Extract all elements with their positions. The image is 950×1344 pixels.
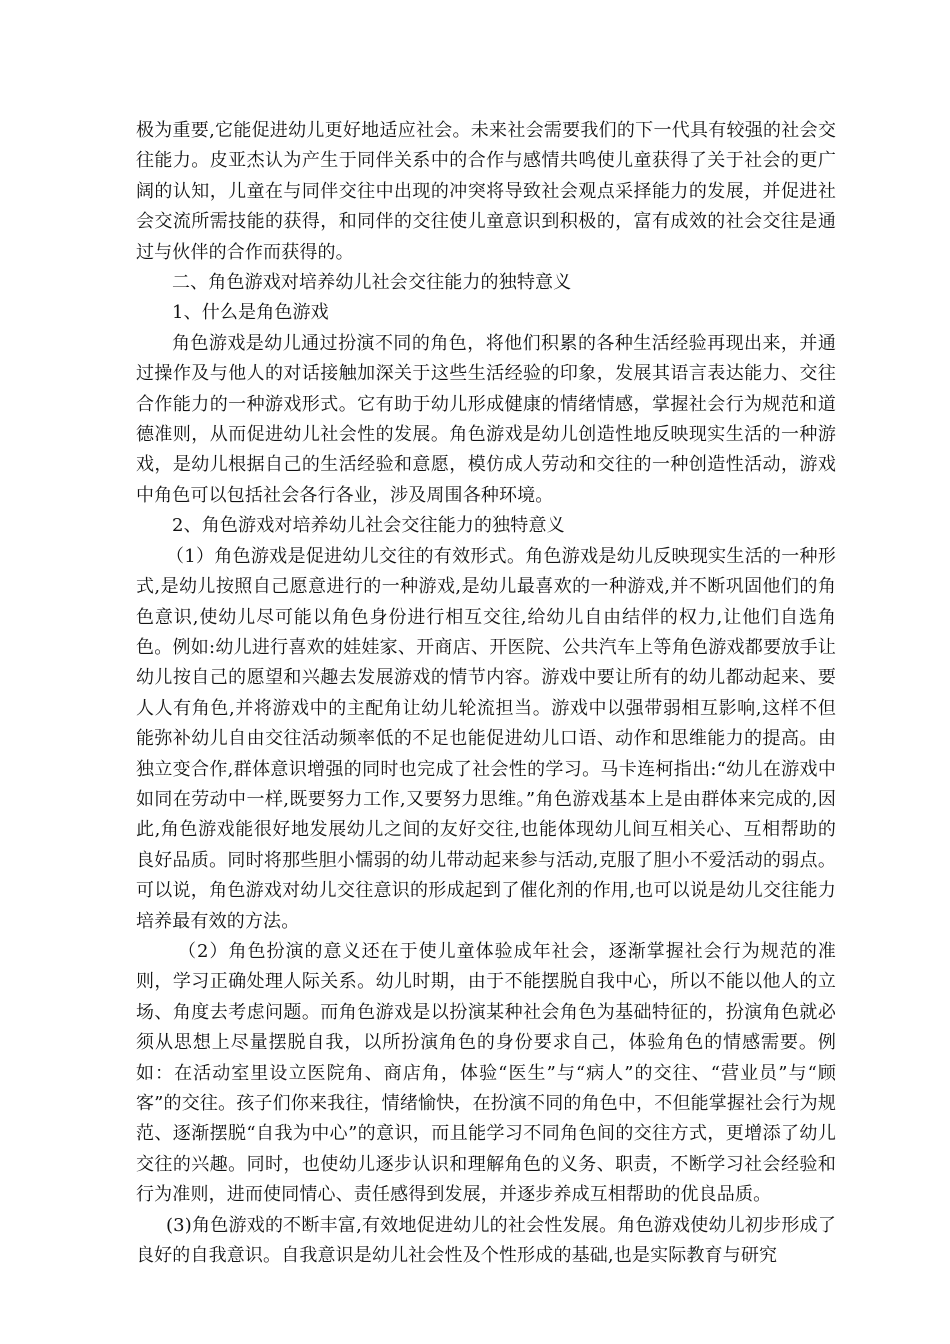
paragraph-intro: 极为重要,它能促进幼儿更好地适应社会。未来社会需要我们的下一代具有较强的社会交往能力。皮亚杰认为产生于同伴关系中的合作与感情共鸣使儿童获得了关于社会的更广阔的认知，儿童在与同伴交往中出现的冲突将导致社会观点采择能力的发展，并促进社会交流所需技能的获得，和同伴的交往使儿童意识到积极的，富有成效的社会交往是通过与伙伴的合作而获得的。 <box>136 120 836 263</box>
paragraph-role-play-definition: 角色游戏是幼儿通过扮演不同的角色，将他们积累的各种生活经验再现出来，并通过操作及与他人的对话接触加深关于这些生活经验的印象，发展其语言表达能力、交往合作能力的一种游戏形式。它有助于幼儿形成健康的情绪情感，掌握社会行为规范和道德准则，从而促进幼儿社会性的发展。角色游戏是幼儿创造性地反映现实生活的一种游戏，是幼儿根据自己的生活经验和意愿，模仿成人劳动和交往的一种创造性活动，游戏中角色可以包括社会各行各业，涉及周围各种环境。 <box>136 332 836 506</box>
document-body <box>136 116 836 1271</box>
subsection-heading-1: 1、什么是角色游戏 <box>172 302 329 324</box>
paragraph-point-3: (3)角色游戏的不断丰富,有效地促进幼儿的社会性发展。角色游戏使幼儿初步形成了良好的自我意识。自我意识是幼儿社会性及个性形成的基础,也是实际教育与研究 <box>136 1214 836 1267</box>
subsection-heading-2: 2、角色游戏对培养幼儿社会交往能力的独特意义 <box>172 515 565 537</box>
paragraph-point-1: （1）角色游戏是促进幼儿交往的有效形式。角色游戏是幼儿反映现实生活的一种形式,是幼儿按照自己愿意进行的一种游戏,是幼儿最喜欢的一种游戏,并不断巩固他们的角色意识,使幼儿尽可能以角色身份进行相互交往,给幼儿自由结伴的权力,让他们自选角色。例如:幼儿进行喜欢的娃娃家、开商店、开医院、公共汽车上等角色游戏都要放手让幼儿按自己的愿望和兴趣去发展游戏的情节内容。游戏中要让所有的幼儿都动起来、要人人有角色,并将游戏中的主配角让幼儿轮流担当。游戏中以强带弱相互影响,这样不但能弥补幼儿自由交往活动频率低的不足也能促进幼儿口语、动作和思维能力的提高。由独立变合作,群体意识增强的同时也完成了社会性的学习。马卡连柯指出:“幼儿在游戏中如同在劳动中一样,既要努力工作,又要努力思维。”角色游戏基本上是由群体来完成的,因此,角色游戏能很好地发展幼儿之间的友好交往,也能体现幼儿间互相关心、互相帮助的良好品质。同时将那些胆小懦弱的幼儿带动起来参与活动,克服了胆小不爱活动的弱点。可以说，角色游戏对幼儿交往意识的形成起到了催化剂的作用,也可以说是幼儿交往能力培养最有效的方法。 <box>136 545 836 932</box>
section-heading: 二、角色游戏对培养幼儿社会交往能力的独特意义 <box>172 272 572 294</box>
paragraph-point-2: （2）角色扮演的意义还在于使儿童体验成年社会，逐渐掌握社会行为规范的准则，学习正确处理人际关系。幼儿时期，由于不能摆脱自我中心，所以不能以他人的立场、角度去考虑问题。而角色游戏是以扮演某种社会角色为基础特征的，扮演角色就必须从思想上尽量摆脱自我，以所扮演角色的身份要求自己，体验角色的情感需要。例如：在活动室里设立医院角、商店角，体验“医生”与“病人”的交往、“营业员”与“顾客”的交往。孩子们你来我往，情绪愉快，在扮演不同的角色中，不但能掌握社会行为规范、逐渐摆脱“自我为中心”的意识，而且能学习不同角色间的交往方式，更增添了幼儿交往的兴趣。同时，也使幼儿逐步认识和理解角色的义务、职责，不断学习社会经验和行为准则，进而使同情心、责任感得到发展，并逐步养成互相帮助的优良品质。 <box>136 940 836 1206</box>
